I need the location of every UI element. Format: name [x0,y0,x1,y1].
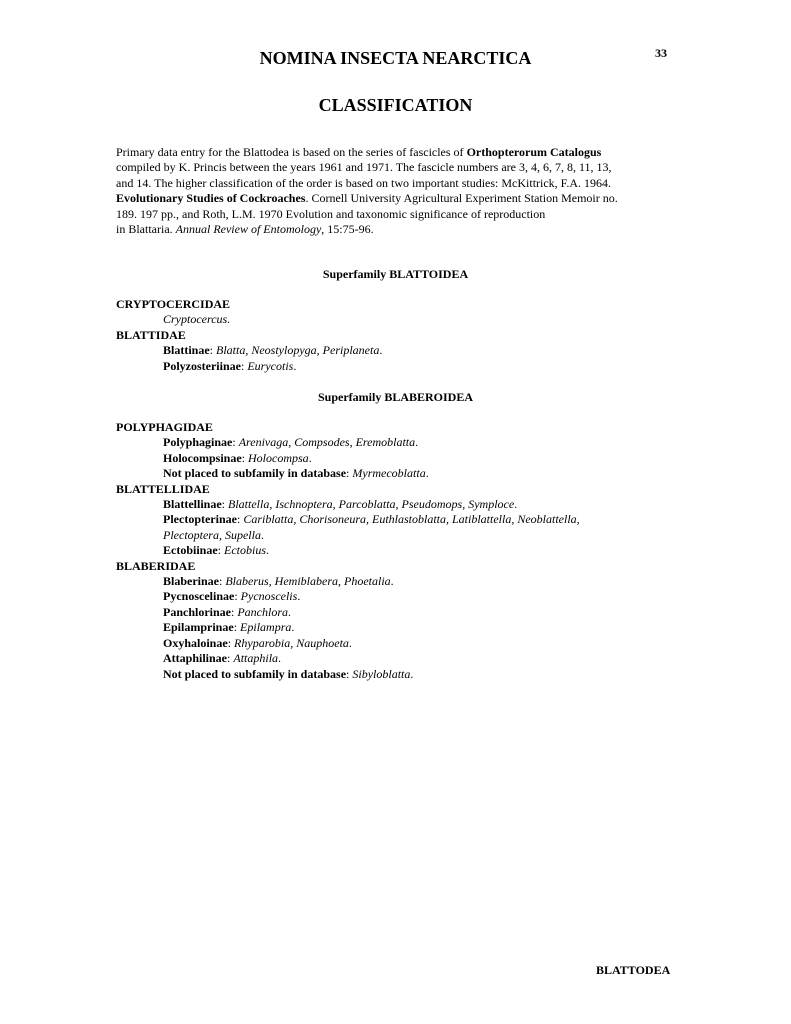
intro-text: . Cornell University Agricultural Experiment Station Memoir no. [305,191,618,206]
separator: : [219,574,226,589]
period: . [260,527,264,542]
intro-text: , 15:75-96. [321,222,374,237]
subfamily-name: Attaphilinae [163,651,228,666]
subfamily-ectobiinae [116,543,716,558]
separator: : [221,497,229,512]
genera: Holocompsa [248,450,309,465]
subfamily-not-placed [116,466,716,481]
genera-cryptocercidae: Cryptocercus. [163,312,231,327]
genera: Attaphila [233,651,279,666]
genera: Plectoptera, Supella [163,527,261,542]
period: . [415,435,419,450]
subfamily-name: Polyphaginae [163,435,233,450]
genera: Myrmecoblatta [352,466,426,481]
family-blattidae: BLATTIDAE [116,327,186,342]
subfamily-blattellinae [116,497,716,512]
journal-title: Annual Review of Entomology [175,222,322,237]
family-blattellidae: BLATTELLIDAE [116,481,210,496]
separator: : [217,543,225,558]
subfamily-name: Not placed to subfamily in database [163,466,347,481]
intro-text: Primary data entry for the Blattodea is based on the series of fascicles of [116,145,467,159]
superfamily-heading: Superfamily BLATTOIDEA [322,267,469,281]
subfamily-blattinae [116,343,716,358]
subfamily-name: Oxyhaloinae [163,635,228,650]
period: . [425,466,429,481]
genera: Arenivaga, Compsodes, Eremoblatta [238,435,416,450]
genera: Epilampra [240,620,292,635]
intro-line: and 14. The higher classification of the order is based on two important studies: McKittrick, F.A. 1964. [116,175,612,190]
subfamily-name: Not placed to subfamily in database [163,666,347,681]
separator: : [233,620,241,635]
superfamily-heading: Superfamily BLABEROIDEA [317,390,474,404]
catalogus-title: Orthopterorum Catalogus [466,145,602,159]
page-number: 33 [655,46,667,60]
period: . [291,620,295,635]
subfamily-name: Ectobiinae [163,543,218,558]
genera: Panchlora [237,604,289,619]
separator: : [231,604,238,619]
genera: Ectobius [224,543,267,558]
genera: Sibyloblatta [352,666,411,681]
period: . [379,343,383,358]
separator: : [241,450,249,465]
genera: Blaberus, Hemiblabera, Phoetalia [225,574,391,589]
subfamily-plectopterinae-cont [116,528,716,543]
separator: : [227,651,234,666]
separator: : [227,635,235,650]
separator: : [240,358,248,373]
document-title: NOMINA INSECTA NEARCTICA [259,48,532,68]
family-polyphagidae: POLYPHAGIDAE [116,420,213,434]
separator: : [234,589,241,604]
subfamily-panchlorinae [116,605,716,620]
separator: : [209,343,217,358]
subfamily-name: Panchlorinae [163,604,231,619]
period: . [288,604,292,619]
intro-line: 189. 197 pp., and Roth, L.M. 1970 Evolution and taxonomic significance of reproduction [116,206,546,221]
separator: : [232,435,239,450]
subfamily-pycnoscelinae [116,589,716,604]
separator: : [346,666,353,681]
subfamily-plectopterinae [116,512,716,527]
footer-label: BLATTODEA [596,963,671,977]
genera: Blatta, Neostylopyga, Periplaneta [216,343,380,358]
subfamily-holocompsinae [116,451,716,466]
subfamily-oxyhaloinae [116,636,716,651]
subfamily-polyzosteriinae [116,359,716,374]
subfamily-attaphilinae [116,651,716,666]
period: . [514,497,518,512]
subfamily-name: Blattinae [163,343,210,358]
study-title: Evolutionary Studies of Cockroaches [116,191,306,206]
period: . [410,666,414,681]
family-cryptocercidae: CRYPTOCERCIDAE [116,297,231,311]
blaberoidea-list [116,420,716,682]
genera: Blattella, Ischnoptera, Parcoblatta, Pseudomops, Symploce [228,497,515,512]
genera: Cariblatta, Chorisoneura, Euthlastoblatta, Latiblattella, Neoblattella, [243,512,580,527]
genera: Eurycotis [247,358,294,373]
subfamily-polyphaginae [116,435,716,450]
blattoidea-list [116,297,716,374]
family-blaberidae: BLABERIDAE [116,558,196,573]
separator: : [236,512,244,527]
subfamily-name: Blattellinae [163,497,222,512]
section-title: CLASSIFICATION [318,95,473,115]
intro-text: in Blattaria. [116,222,176,237]
period: . [278,651,282,666]
intro-line [116,145,676,160]
intro-line: compiled by K. Princis between the years 1961 and 1971. The fascicle numbers are 3, 4, 6, 7, 8, 11, 13, [116,160,612,175]
subfamily-epilamprinae [116,620,716,635]
subfamily-name: Epilamprinae [163,620,234,635]
subfamily-name: Blaberinae [163,574,219,589]
subfamily-name: Pycnoscelinae [163,589,235,604]
genera: Rhyparobia, Nauphoeta [234,635,349,650]
period: . [308,450,312,465]
subfamily-name: Plectopterinae [163,512,237,527]
intro-line [116,191,676,206]
period: . [297,589,301,604]
genera: Pycnoscelis [240,589,298,604]
period: . [293,358,297,373]
period: . [390,574,394,589]
separator: : [346,466,353,481]
intro-line [116,222,676,237]
subfamily-name: Polyzosteriinae [163,358,241,373]
subfamily-blaberinae [116,574,716,589]
period: . [348,635,352,650]
intro-paragraph [116,145,676,237]
period: . [266,543,270,558]
subfamily-name: Holocompsinae [163,450,242,465]
subfamily-not-placed [116,667,716,682]
